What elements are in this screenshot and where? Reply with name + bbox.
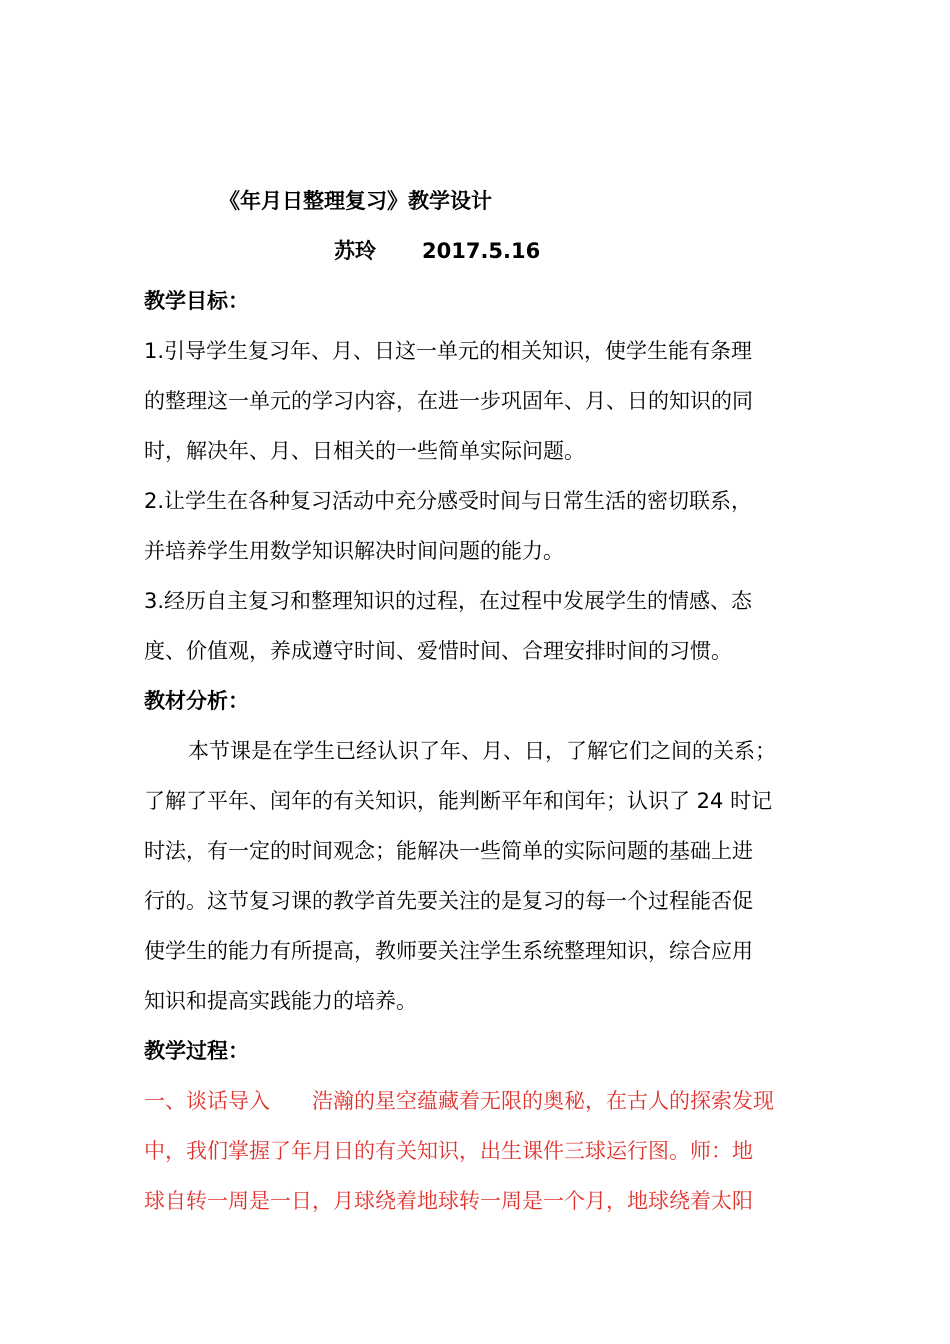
process-line: 球自转一周是一日，月球绕着地球转一周是一个月，地球绕着太阳 bbox=[144, 1189, 753, 1213]
objective-line: 2.让学生在各种复习活动中充分感受时间与日常生活的密切联系， bbox=[144, 489, 753, 513]
objective-line: 度、价值观，养成遵守时间、爱惜时间、合理安排时间的习惯。 bbox=[144, 639, 732, 663]
analysis-heading: 教材分析： bbox=[144, 689, 249, 713]
objectives-heading: 教学目标： bbox=[144, 289, 249, 313]
objective-line: 1.引导学生复习年、月、日这一单元的相关知识，使学生能有条理 bbox=[144, 339, 753, 363]
analysis-line: 本节课是在学生已经认识了年、月、日，了解它们之间的关系； bbox=[188, 739, 776, 763]
analysis-line: 时法，有一定的时间观念；能解决一些简单的实际问题的基础上进 bbox=[144, 839, 753, 863]
process-heading: 教学过程： bbox=[144, 1039, 249, 1063]
process-line: 一、谈话导入 浩瀚的星空蕴藏着无限的奥秘，在古人的探索发现 bbox=[144, 1089, 774, 1113]
analysis-line: 行的。这节复习课的教学首先要关注的是复习的每一个过程能否促 bbox=[144, 889, 753, 913]
analysis-line: 知识和提高实践能力的培养。 bbox=[144, 989, 417, 1013]
document-title: 《年月日整理复习》教学设计 bbox=[219, 189, 492, 213]
objective-line: 3.经历自主复习和整理知识的过程，在过程中发展学生的情感、态 bbox=[144, 589, 753, 613]
process-line: 中，我们掌握了年月日的有关知识，出生课件三球运行图。师：地 bbox=[144, 1139, 753, 1163]
analysis-line: 使学生的能力有所提高，教师要关注学生系统整理知识，综合应用 bbox=[144, 939, 753, 963]
document-date: 2017.5.16 bbox=[422, 239, 541, 263]
objective-line: 时，解决年、月、日相关的一些简单实际问题。 bbox=[144, 439, 585, 463]
author-name: 苏玲 bbox=[334, 239, 376, 263]
objective-line: 并培养学生用数学知识解决时间问题的能力。 bbox=[144, 539, 564, 563]
author-date-line bbox=[334, 236, 540, 266]
objective-line: 的整理这一单元的学习内容，在进一步巩固年、月、日的知识的同 bbox=[144, 389, 753, 413]
analysis-line: 了解了平年、闰年的有关知识，能判断平年和闰年；认识了 24 时记 bbox=[144, 789, 773, 813]
